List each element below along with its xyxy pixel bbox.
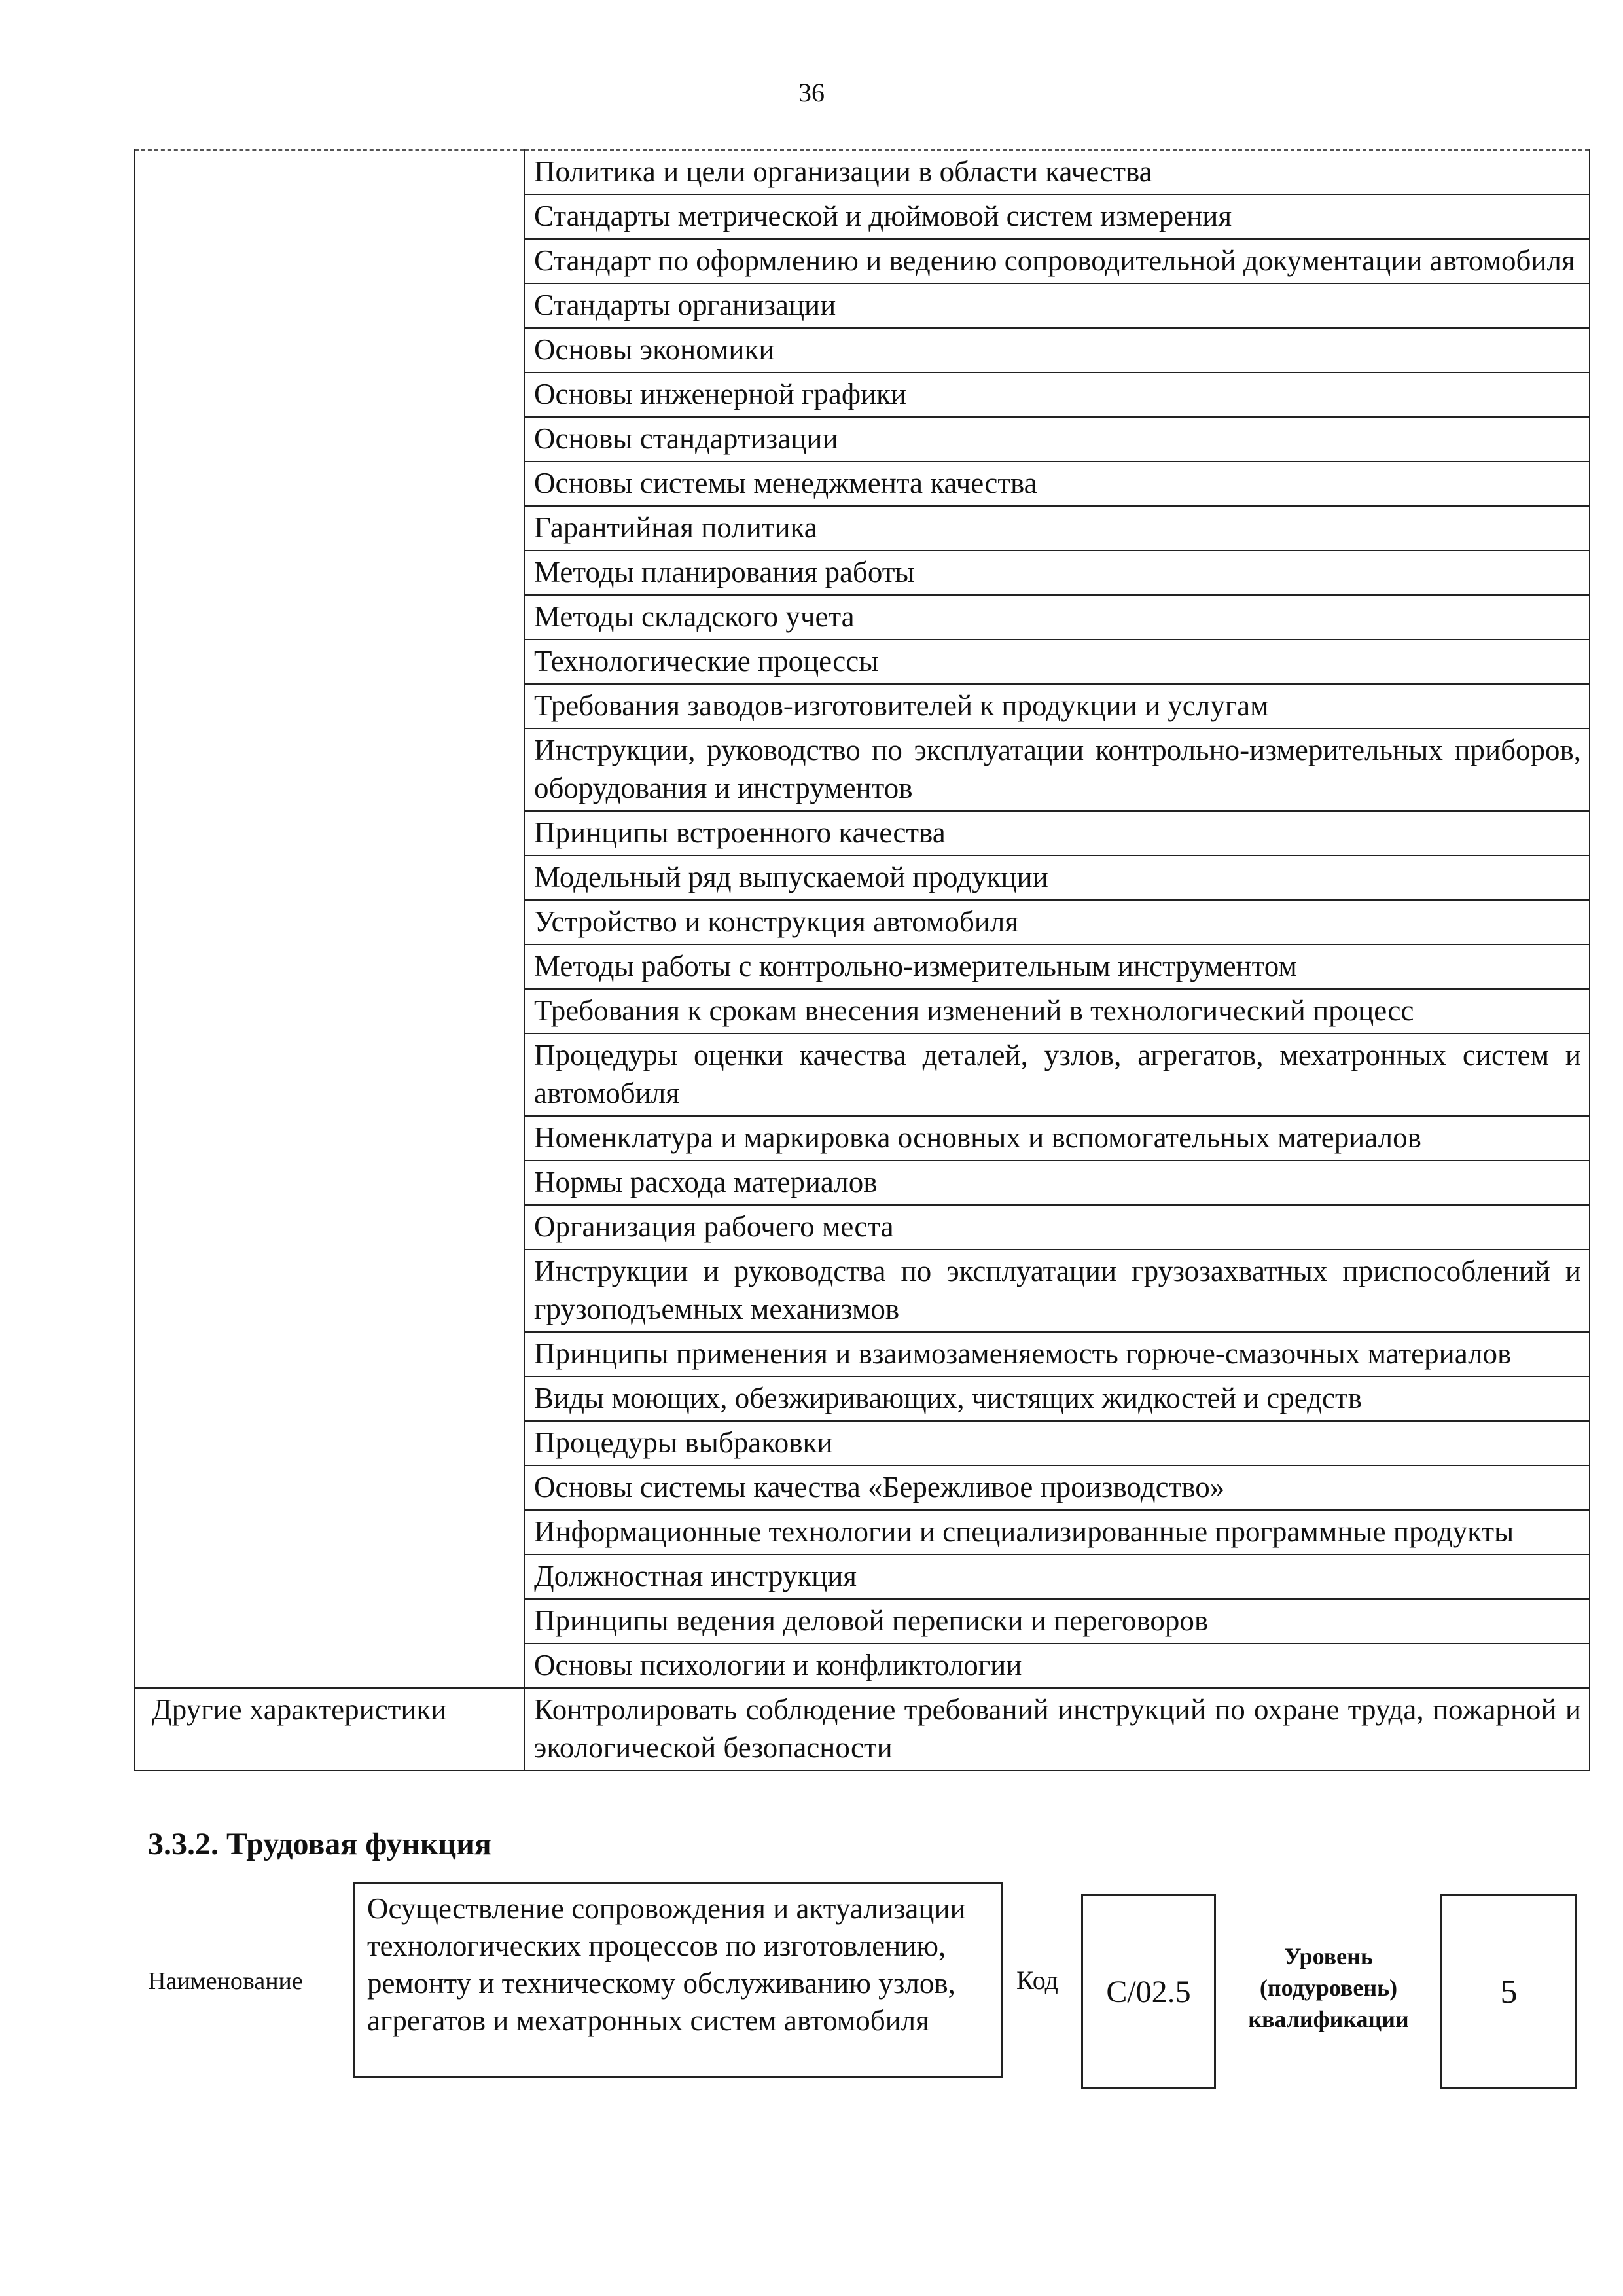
knowledge-item: Принципы встроенного качества (524, 811, 1590, 855)
table-row (134, 150, 1590, 194)
knowledge-item: Процедуры выбраковки (524, 1421, 1590, 1465)
knowledge-item: Технологические процессы (524, 639, 1590, 684)
knowledge-item: Нормы расхода материалов (524, 1160, 1590, 1205)
knowledge-item: Методы планирования работы (524, 550, 1590, 595)
knowledge-item: Модельный ряд выпускаемой продукции (524, 855, 1590, 900)
other-characteristics-value: Контролировать соблюдение требований инструкций по охране труда, пожарной и экологической безопасности (524, 1688, 1590, 1770)
knowledge-item: Виды моющих, обезжиривающих, чистящих жидкостей и средств (524, 1376, 1590, 1421)
knowledge-item: Политика и цели организации в области качества (524, 150, 1590, 194)
knowledge-table (134, 149, 1590, 1771)
level-label-line2: (подуровень) (1259, 1975, 1398, 2001)
knowledge-item: Принципы ведения деловой переписки и переговоров (524, 1599, 1590, 1643)
level-value: 5 (1500, 1973, 1518, 2011)
knowledge-item: Основы системы менеджмента качества (524, 461, 1590, 506)
other-characteristics-label: Другие характеристики (134, 1688, 524, 1770)
knowledge-item: Требования к срокам внесения изменений в технологический процесс (524, 989, 1590, 1033)
knowledge-item: Методы работы с контрольно-измерительным инструментом (524, 944, 1590, 989)
knowledge-item: Основы инженерной графики (524, 372, 1590, 417)
code-box (1081, 1894, 1216, 2089)
level-box (1440, 1894, 1577, 2089)
knowledge-item: Методы складского учета (524, 595, 1590, 639)
knowledge-item: Информационные технологии и специализированные программные продукты (524, 1510, 1590, 1554)
knowledge-item: Должностная инструкция (524, 1554, 1590, 1599)
knowledge-item: Основы психологии и конфликтологии (524, 1643, 1590, 1688)
knowledge-item: Основы системы качества «Бережливое производство» (524, 1465, 1590, 1510)
table-row-other (134, 1688, 1590, 1770)
knowledge-item: Организация рабочего места (524, 1205, 1590, 1249)
knowledge-item: Инструкции, руководство по эксплуатации контрольно-измерительных приборов, оборудования и инструментов (524, 728, 1590, 811)
function-name-label: Наименование (148, 1967, 303, 1995)
knowledge-item: Инструкции и руководства по эксплуатации грузозахватных приспособлений и грузоподъемных механизмов (524, 1249, 1590, 1332)
knowledge-item: Стандарты метрической и дюймовой систем измерения (524, 194, 1590, 239)
knowledge-item: Основы экономики (524, 328, 1590, 372)
code-label: Код (1016, 1965, 1058, 1995)
knowledge-item: Номенклатура и маркировка основных и вспомогательных материалов (524, 1116, 1590, 1160)
section-heading: 3.3.2. Трудовая функция (148, 1827, 491, 1861)
empty-label-cell (134, 150, 524, 1688)
function-name-box (353, 1882, 1003, 2078)
code-value: C/02.5 (1106, 1974, 1191, 2009)
level-label-line1: Уровень (1284, 1943, 1373, 1969)
page-number: 36 (798, 78, 825, 107)
level-label-line3: квалификации (1248, 2006, 1409, 2032)
knowledge-item: Требования заводов-изготовителей к продукции и услугам (524, 684, 1590, 728)
knowledge-item: Основы стандартизации (524, 417, 1590, 461)
knowledge-item: Устройство и конструкция автомобиля (524, 900, 1590, 944)
qualification-level-label (1230, 1941, 1427, 2035)
function-name-value: Осуществление сопровождения и актуализации технологических процессов по изготовлению, ремонту и техническому обслуживанию узлов, агрегатов и мехатронных систем автомобиля (367, 1892, 966, 2037)
knowledge-item: Принципы применения и взаимозаменяемость горюче-смазочных материалов (524, 1332, 1590, 1376)
knowledge-item: Стандарт по оформлению и ведению сопроводительной документации автомобиля (524, 239, 1590, 283)
knowledge-item: Стандарты организации (524, 283, 1590, 328)
knowledge-item: Процедуры оценки качества деталей, узлов, агрегатов, мехатронных систем и автомобиля (524, 1033, 1590, 1116)
knowledge-item: Гарантийная политика (524, 506, 1590, 550)
